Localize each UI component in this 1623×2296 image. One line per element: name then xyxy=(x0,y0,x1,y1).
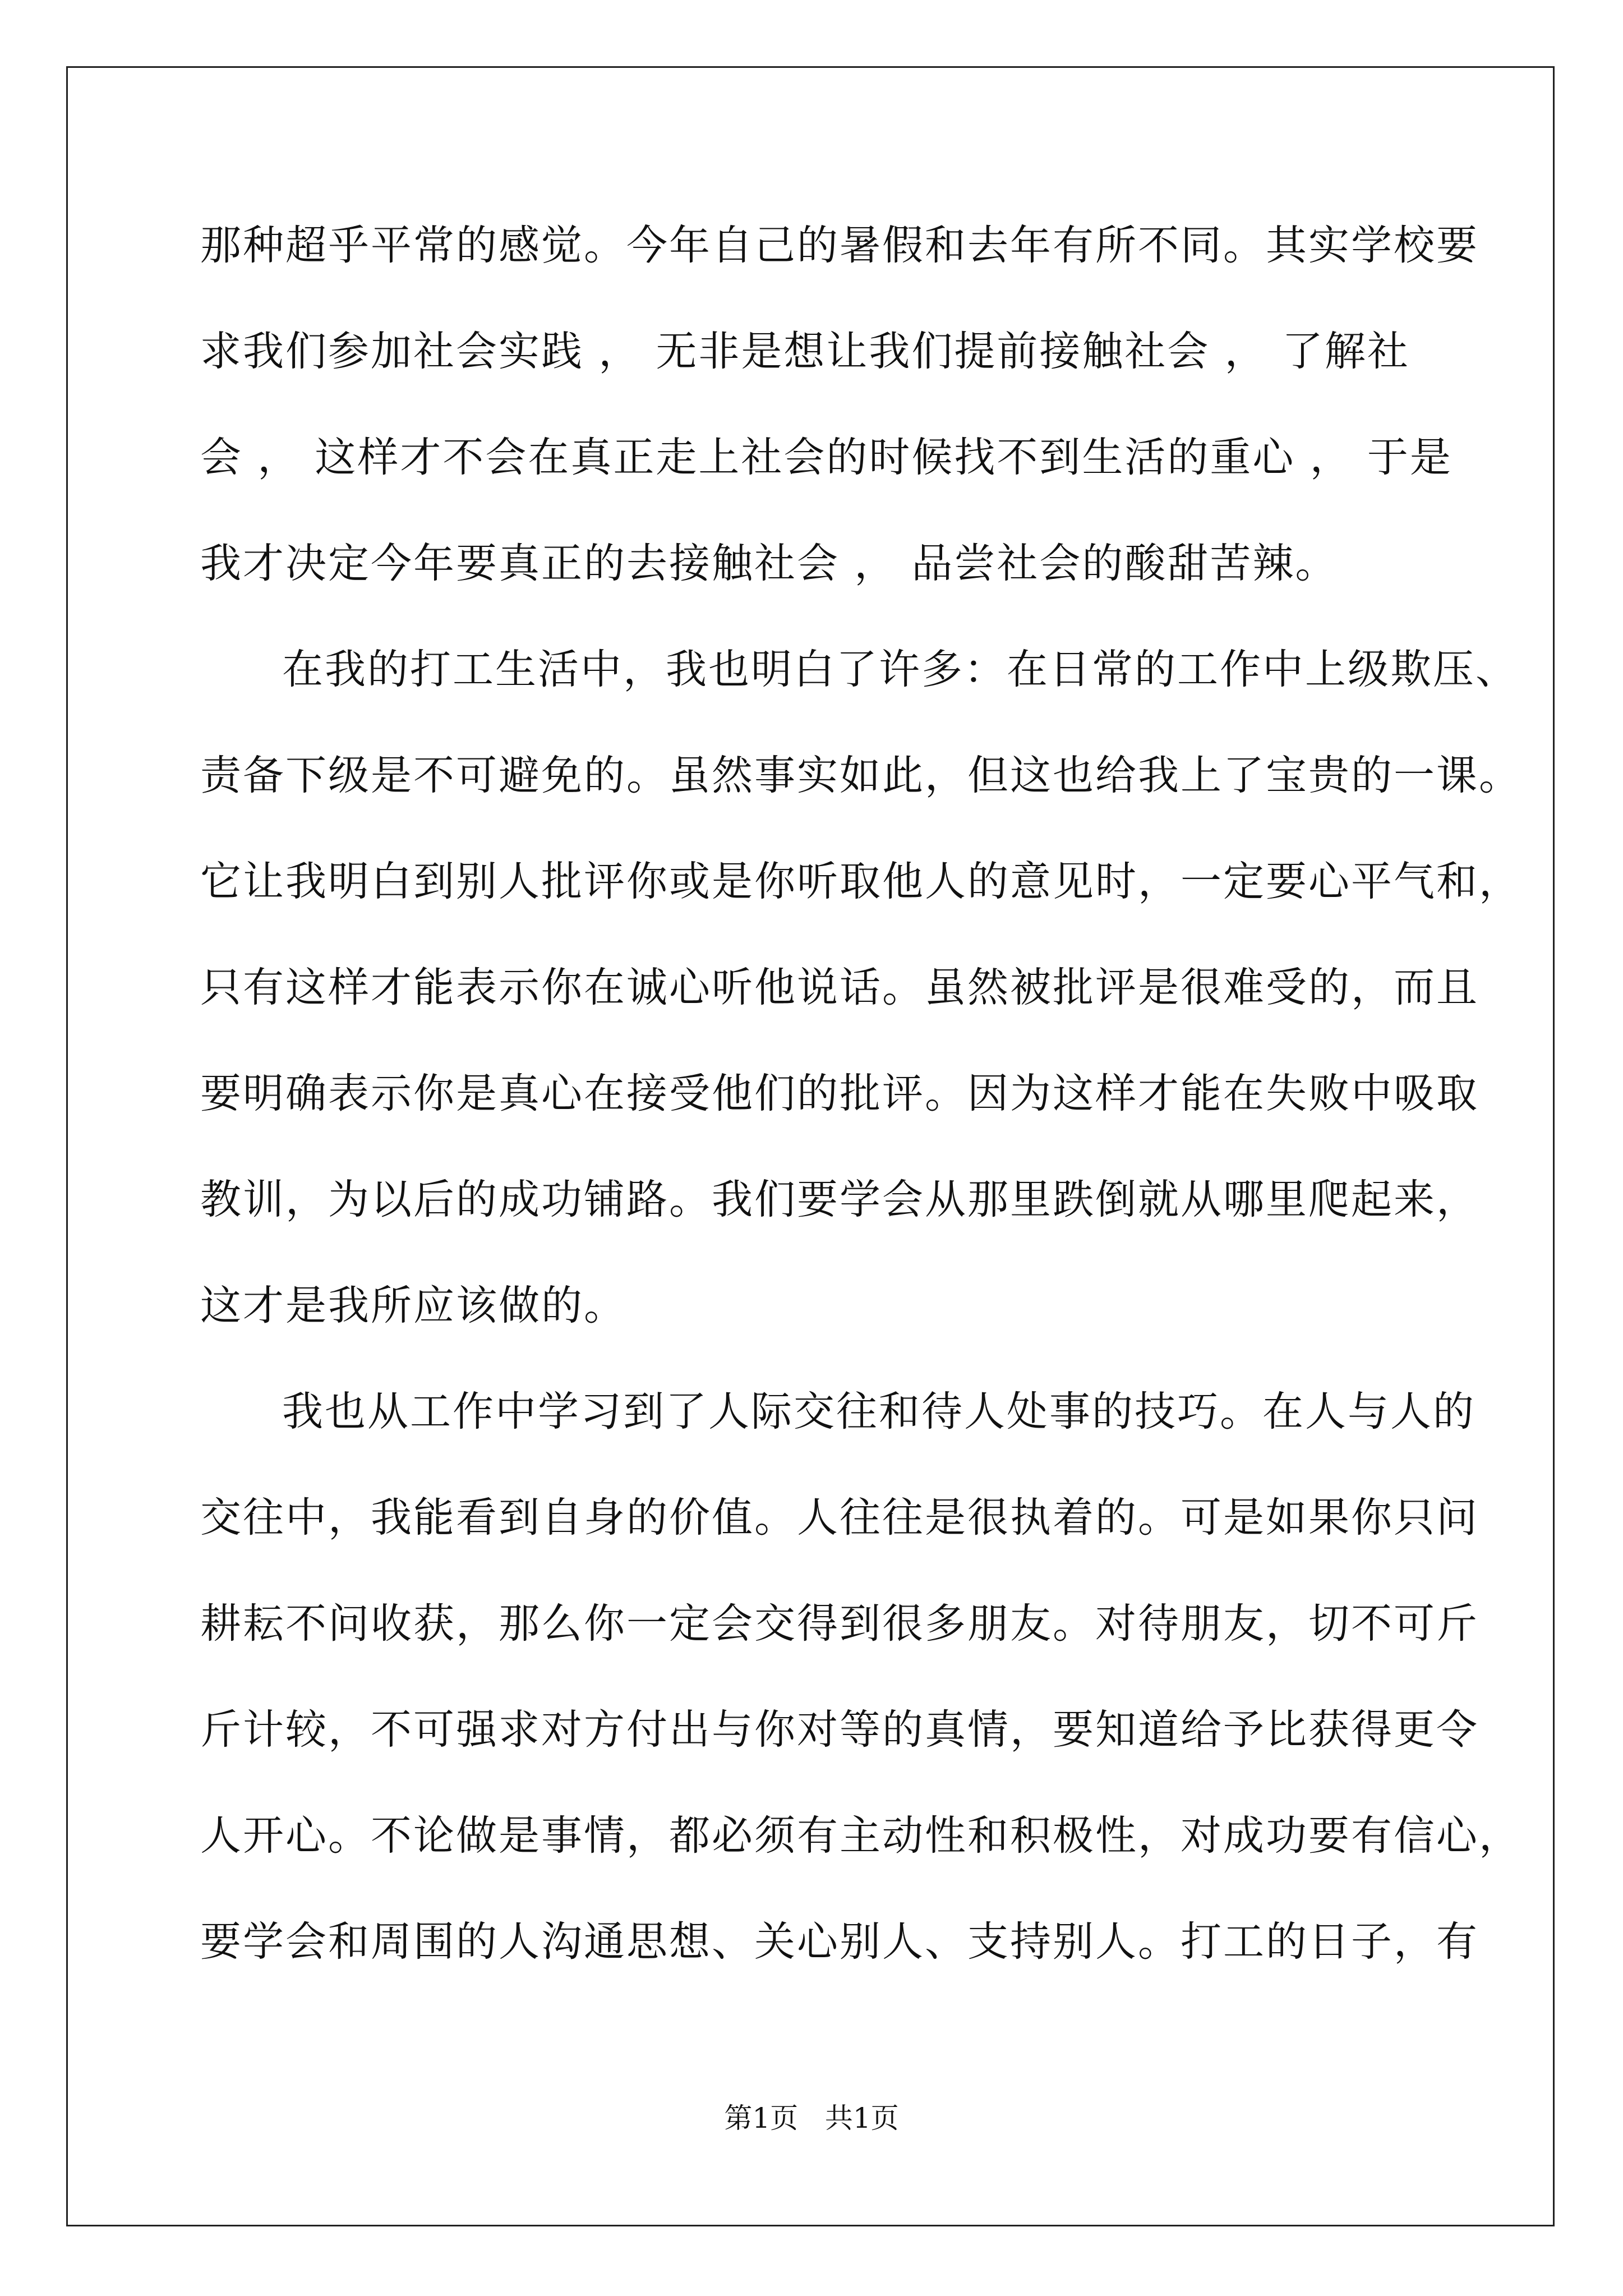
text-line: 只有这样才能表示你在诚心听他说话。虽然被批评是很难受的，而且 xyxy=(200,964,1479,1011)
text-line: 这才是我所应该做的。 xyxy=(200,1282,626,1329)
text-line: 它让我明白到别人批评你或是你听取他人的意见时，一定要心平气和， xyxy=(200,858,1521,905)
text-line: 那种超乎平常的感觉。今年自己的暑假和去年有所不同。其实学校要 xyxy=(200,222,1479,269)
text-line: 求我们参加社会实践 ， 无非是想让我们提前接触社会 ， 了解社 xyxy=(200,328,1410,375)
text-line: 人开心。不论做是事情，都必须有主动性和积极性，对成功要有信心， xyxy=(200,1812,1521,1860)
text-line: 我才决定今年要真正的去接触社会 ， 品尝社会的酸甜苦辣。 xyxy=(200,540,1338,587)
paragraph-start-line: 我也从工作中学习到了人际交往和待人处事的技巧。在人与人的 xyxy=(282,1388,1476,1435)
document-body xyxy=(200,218,1521,2020)
text-line: 要明确表示你是真心在接受他们的批评。因为这样才能在失败中吸取 xyxy=(200,1070,1479,1117)
text-line: 耕耘不问收获，那么你一定会交得到很多朋友。对待朋友，切不可斤 xyxy=(200,1600,1479,1648)
page-number-footer: 第1页 共1页 xyxy=(724,2102,899,2134)
text-line: 要学会和周围的人沟通思想、关心别人、支持别人。打工的日子，有 xyxy=(200,1918,1479,1966)
text-line: 教训，为以后的成功铺路。我们要学会从那里跌倒就从哪里爬起来， xyxy=(200,1176,1479,1223)
text-line: 会 ， 这样才不会在真正走上社会的时候找不到生活的重心 ， 于是 xyxy=(200,434,1453,481)
text-line: 交往中，我能看到自身的价值。人往往是很执着的。可是如果你只问 xyxy=(200,1494,1479,1542)
text-line: 责备下级是不可避免的。虽然事实如此，但这也给我上了宝贵的一课。 xyxy=(200,752,1521,799)
text-line: 斤计较，不可强求对方付出与你对等的真情，要知道给予比获得更令 xyxy=(200,1706,1479,1754)
paragraph-start-line: 在我的打工生活中，我也明白了许多：在日常的工作中上级欺压、 xyxy=(282,646,1518,693)
